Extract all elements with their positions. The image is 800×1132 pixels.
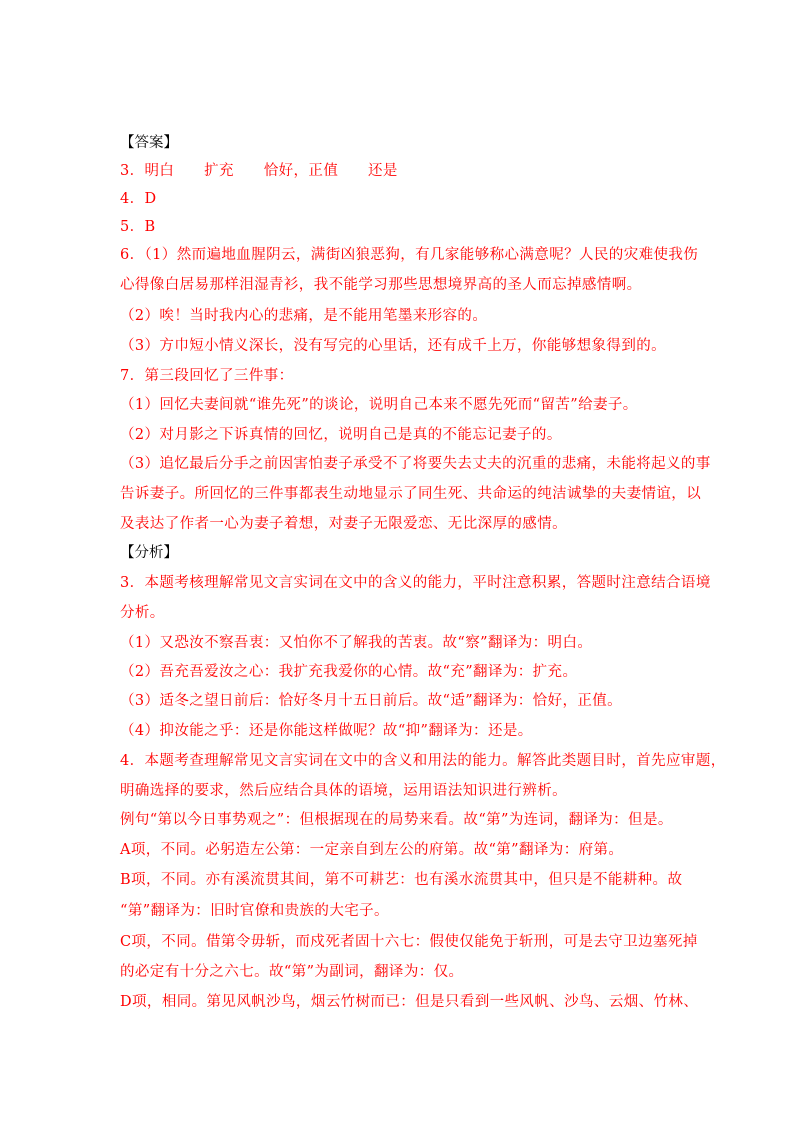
analysis-line: （4）抑汝能之乎：还是你能这样做呢？故“抑”翻译为：还是。: [120, 723, 533, 739]
answer-line: （3）方巾短小情义深长，没有写完的心里话，还有成千上万，你能够想象得到的。: [120, 338, 667, 354]
analysis-line: 分析。: [120, 605, 165, 621]
answer-line: 心得像白居易那样泪湿青衫，我不能学习那些思想境界高的圣人而忘掉感情啊。: [120, 277, 642, 293]
answer-line: 告诉妻子。所回忆的三件事都表生动地显示了同生死、共命运的纯洁诚挚的夫妻情谊，以: [120, 486, 702, 502]
analysis-line: “第”翻译为：旧时官僚和贵族的大宅子。: [120, 903, 389, 919]
analysis-line: D项，相同。第见风帆沙鸟，烟云竹树而已：但是只看到一些风帆、沙鸟、云烟、竹林、: [120, 994, 699, 1010]
analysis-heading: 【分析】: [120, 545, 178, 561]
analysis-line: （1）又恐汝不察吾衷：又怕你不了解我的苦衷。故“察”翻译为：明白。: [120, 635, 593, 651]
answer-line: （2）对月影之下诉真情的回忆，说明自己是真的不能忘记妻子的。: [120, 427, 562, 443]
analysis-line: A项，不同。必躬造左公第：一定亲自到左公的府第。故“第”翻译为：府第。: [120, 842, 624, 858]
answer-line: 3．明白 扩充 恰好，正值 还是: [120, 163, 398, 179]
answer-line: 7．第三段回忆了三件事：: [120, 368, 294, 384]
analysis-line: 例句“第以今日事势观之”：但根据现在的局势来看。故“第”为连词，翻译为：但是。: [120, 812, 673, 828]
answer-line: 6．（1）然而遍地血腥阴云，满街凶狼恶狗，有几家能够称心满意呢？人民的灾难使我伤: [120, 247, 699, 263]
answer-line: 4．D: [120, 191, 157, 207]
answer-line: （2）唉！当时我内心的悲痛，是不能用笔墨来形容的。: [120, 308, 488, 324]
answer-line: 5．B: [120, 219, 156, 235]
analysis-line: 明确选择的要求，然后应结合具体的语境，运用语法知识进行辨析。: [120, 783, 567, 799]
answer-heading: 【答案】: [120, 135, 178, 151]
answer-line: （3）追忆最后分手之前因害怕妻子承受不了将要失去丈夫的沉重的悲痛，未能将起义的事: [120, 456, 711, 472]
answer-line: 及表达了作者一心为妻子着想，对妻子无限爱恋、无比深厚的感情。: [120, 516, 567, 532]
analysis-line: B项，不同。亦有溪流贯其间，第不可耕艺：也有溪水流贯其中，但只是不能耕种。故: [120, 872, 683, 888]
analysis-line: 4．本题考查理解常见文言实词在文中的含义和用法的能力。解答此类题目时，首先应审题，: [120, 753, 726, 769]
analysis-line: 3．本题考核理解常见文言实词在文中的含义的能力，平时注意积累，答题时注意结合语境: [120, 575, 711, 591]
analysis-line: （2）吾充吾爱汝之心：我扩充我爱你的心情。故“充”翻译为：扩充。: [120, 664, 578, 680]
answer-line: （1）回忆夫妻间就“谁先死”的谈论，说明自己本来不愿先死而“留苦”给妻子。: [120, 397, 638, 413]
analysis-line: C项，不同。借第令毋斩，而戍死者固十六七：假使仅能免于斩刑，可是去守卫边塞死掉: [120, 934, 698, 950]
analysis-line: （3）适冬之望日前后：恰好冬月十五日前后。故“适”翻译为：恰好，正值。: [120, 693, 623, 709]
analysis-line: 的必定有十分之六七。故“第”为副词，翻译为：仅。: [120, 964, 464, 980]
